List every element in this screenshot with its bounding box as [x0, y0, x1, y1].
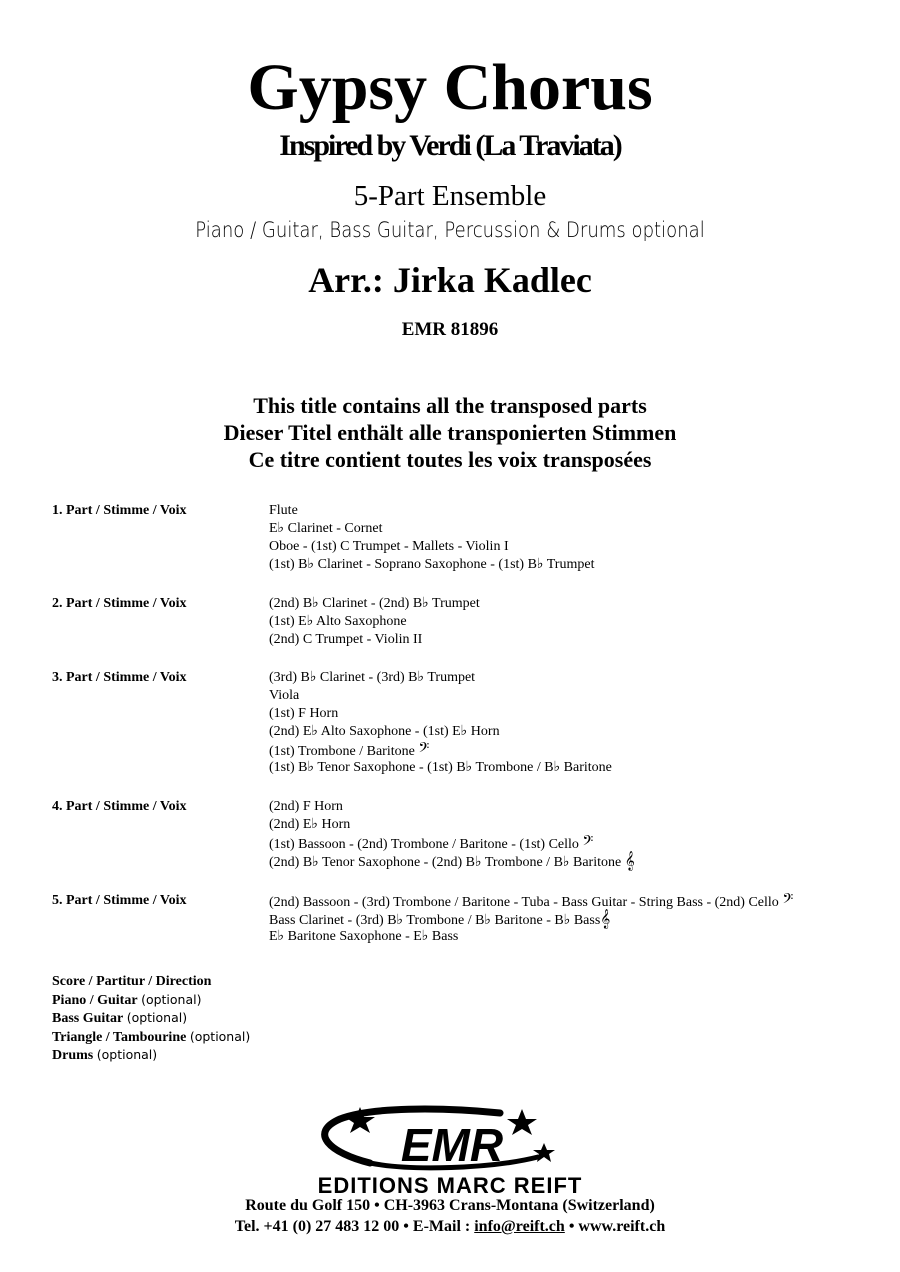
instrument-text: (2nd) B♭ Tenor Saxophone - (2nd) B♭ Trombone / B♭ Baritone: [269, 855, 622, 870]
publisher-address: Route du Golf 150 • CH-3963 Crans-Montana (Switzerland): [245, 1197, 655, 1214]
part-4-label: 4. Part / Stimme / Voix: [52, 799, 187, 814]
part-3-instruments: [269, 669, 612, 777]
notice-german: Dieser Titel enthält alle transponierten Stimmen: [223, 420, 677, 445]
instrument-line: (2nd) F Horn: [269, 799, 343, 814]
part-1-instruments: [269, 502, 594, 574]
bass-clef-icon: 𝄢: [582, 833, 594, 853]
extra-note: (optional): [141, 991, 202, 1007]
logo-letters: EMR: [400, 1119, 504, 1171]
page-title: Gypsy Chorus: [247, 51, 653, 124]
instrument-line: [269, 834, 635, 852]
extra-item: [52, 991, 250, 1010]
extra-item: [52, 973, 250, 991]
additional-parts: [52, 973, 250, 1065]
instrument-line: (3rd) B♭ Clarinet - (3rd) B♭ Trumpet: [269, 670, 476, 685]
instrument-line: (1st) F Horn: [269, 706, 339, 721]
optional-instruments: Piano / Guitar, Bass Guitar, Percussion & Drums optional: [195, 218, 705, 242]
extra-item: [52, 1046, 250, 1065]
instrument-line: [269, 852, 635, 870]
publisher-name: EDITIONS MARC REIFT: [317, 1173, 583, 1198]
instrument-line: (2nd) C Trumpet - Violin II: [269, 632, 423, 647]
email-link[interactable]: info@reift.ch: [474, 1218, 565, 1235]
extra-name: Piano / Guitar: [52, 992, 138, 1008]
instrument-line: (2nd) E♭ Alto Saxophone - (1st) E♭ Horn: [269, 724, 500, 739]
part-4-instruments: [269, 798, 635, 870]
extra-item: [52, 1028, 250, 1047]
part-3-label: 3. Part / Stimme / Voix: [52, 670, 187, 685]
instrument-text: Bass Clarinet - (3rd) B♭ Trombone / B♭ Baritone - B♭ Bass: [269, 913, 601, 928]
instrument-text: (2nd) Bassoon - (3rd) Trombone / Baritone - Tuba - Bass Guitar - String Bass - (2nd) Cello: [269, 895, 779, 910]
notice-english: This title contains all the transposed parts: [253, 393, 647, 418]
bass-clef-icon: 𝄢: [782, 891, 794, 911]
instrument-line: [269, 892, 793, 910]
extra-name: Triangle / Tambourine: [52, 1029, 187, 1045]
instrument-line: E♭ Clarinet - Cornet: [269, 521, 383, 536]
catalog-number: EMR 81896: [401, 319, 499, 340]
publisher-contact: [0, 1217, 900, 1237]
instrument-line: (1st) B♭ Tenor Saxophone - (1st) B♭ Trombone / B♭ Baritone: [269, 760, 612, 775]
extra-note: (optional): [126, 1010, 188, 1025]
emr-logo: [300, 1105, 600, 1201]
website: • www.reift.ch: [564, 1218, 666, 1235]
extra-item: [52, 1009, 250, 1028]
instrument-line: Viola: [269, 688, 300, 703]
instrument-line: Oboe - (1st) C Trumpet - Mallets - Violin I: [269, 539, 509, 554]
arranger: Arr.: Jirka Kadlec: [308, 260, 592, 300]
telephone: Tel. +41 (0) 27 483 12 00 • E-Mail :: [234, 1218, 475, 1235]
part-1-label: 1. Part / Stimme / Voix: [52, 503, 187, 518]
extra-note: (optional): [96, 1047, 158, 1062]
part-5-label: 5. Part / Stimme / Voix: [52, 893, 187, 908]
instrument-line: (1st) B♭ Clarinet - Soprano Saxophone - (1st) B♭ Trumpet: [269, 557, 595, 572]
extra-name: Score / Partitur / Direction: [52, 974, 212, 989]
treble-clef-icon: 𝄞: [624, 851, 635, 871]
instrument-line: E♭ Baritone Saxophone - E♭ Bass: [269, 929, 459, 944]
extra-name: Drums: [52, 1048, 94, 1063]
instrument-line: (1st) E♭ Alto Saxophone: [269, 614, 407, 629]
part-2-instruments: [269, 595, 480, 649]
notice-french: Ce titre contient toutes les voix transposées: [248, 447, 652, 472]
ensemble-type: 5-Part Ensemble: [353, 180, 547, 212]
part-5-instruments: [269, 892, 793, 946]
instrument-line: (2nd) E♭ Horn: [269, 817, 351, 832]
instrument-text: (1st) Trombone / Baritone: [269, 744, 415, 759]
instrument-line: [269, 910, 793, 928]
treble-clef-icon: 𝄞: [600, 909, 611, 929]
subtitle: Inspired by Verdi (La Traviata): [279, 129, 621, 162]
instrument-line: [269, 741, 612, 759]
bass-clef-icon: 𝄢: [418, 740, 430, 760]
extra-name: Bass Guitar: [52, 1011, 124, 1026]
instrument-line: Flute: [269, 503, 298, 518]
part-2-label: 2. Part / Stimme / Voix: [52, 596, 187, 611]
instrument-text: (1st) Bassoon - (2nd) Trombone / Baritone - (1st) Cello: [269, 837, 579, 852]
instrument-line: (2nd) B♭ Clarinet - (2nd) B♭ Trumpet: [269, 596, 480, 611]
extra-note: (optional): [189, 1028, 251, 1044]
